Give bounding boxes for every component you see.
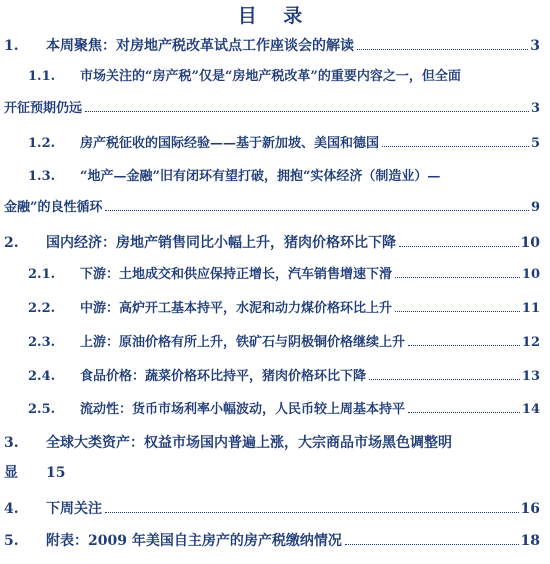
toc-entry-text: 国内经济：房地产销售同比小幅上升，猪肉价格环比下降	[46, 235, 396, 251]
toc-entry-text: 上游：原油价格有所上升，铁矿石与阴极铜价格继续上升	[80, 335, 406, 350]
toc-entry-4[interactable]	[0, 498, 540, 520]
toc-entry-text: 显	[4, 465, 18, 481]
toc-entry-text: 下周关注	[46, 501, 102, 517]
toc-leader-dots	[357, 49, 528, 50]
toc-entry-page: 18	[520, 533, 540, 549]
toc-entry-number: 2.	[4, 235, 19, 251]
toc-leader-dots	[408, 412, 520, 413]
toc-leader-dots	[395, 277, 520, 278]
toc-entry-2[interactable]	[0, 232, 540, 254]
toc-entry-3-line1[interactable]	[0, 432, 452, 454]
toc-entry-text: 中游：高炉开工基本持平，水泥和动力煤价格环比上升	[80, 301, 393, 316]
toc-entry-number: 1.3.	[28, 169, 56, 184]
toc-leader-dots	[105, 512, 519, 513]
toc-entry-5[interactable]	[0, 530, 540, 552]
toc-entry-text: 市场关注的“房产税”仅是“房地产税改革”的重要内容之一，但全面	[80, 69, 461, 84]
toc-entry-page: 11	[521, 301, 540, 316]
toc-entry-page: 15	[46, 465, 66, 481]
toc-entry-2-3[interactable]	[0, 332, 540, 354]
toc-entry-text: 本周聚焦：对房地产税改革试点工作座谈会的解读	[46, 38, 354, 54]
toc-entry-1-2[interactable]	[0, 133, 540, 155]
toc-leader-dots	[382, 146, 529, 147]
toc-title: 目 录	[237, 5, 313, 27]
toc-entry-page: 16	[520, 501, 540, 517]
toc-entry-text: “地产—金融”旧有闭环有望打破，拥抱“实体经济（制造业）—	[80, 169, 441, 184]
toc-entry-number: 2.4.	[28, 369, 56, 384]
toc-entry-number: 1.	[4, 38, 19, 54]
toc-leader-dots	[395, 311, 520, 312]
toc-leader-dots	[369, 379, 520, 380]
toc-entry-page: 12	[521, 335, 540, 350]
toc-entry-text: 附表：2009 年美国自主房产的房产税缴纳情况	[46, 533, 342, 549]
toc-entry-text: 房产税征收的国际经验——基于新加坡、美国和德国	[80, 136, 380, 151]
toc-leader-dots	[408, 345, 520, 346]
toc-entry-2-1[interactable]	[0, 264, 540, 286]
toc-entry-number: 3.	[4, 435, 19, 451]
toc-entry-page: 13	[521, 369, 540, 384]
toc-entry-number: 2.2.	[28, 301, 56, 316]
toc-entry-page: 9	[530, 200, 540, 215]
toc-entry-2-4[interactable]	[0, 366, 540, 388]
toc-entry-number: 4.	[4, 501, 19, 517]
toc-entry-page: 14	[521, 402, 540, 417]
toc-entry-1-1-line2[interactable]	[4, 98, 540, 120]
toc-entry-page: 3	[530, 101, 540, 116]
toc-entry-number: 2.5.	[28, 402, 56, 417]
toc-entry-page: 3	[530, 38, 540, 54]
toc-entry-1-1-line1[interactable]	[0, 66, 461, 88]
toc-leader-dots	[85, 111, 529, 112]
toc-entry-number: 5.	[4, 533, 19, 549]
toc-entry-text: 食品价格：蔬菜价格环比持平，猪肉价格环比下降	[80, 369, 367, 384]
toc-entry-number: 1.2.	[28, 136, 56, 151]
toc-entry-page: 10	[520, 235, 540, 251]
toc-entry-page: 10	[521, 267, 540, 282]
toc-entry-1-3-line2[interactable]	[4, 197, 540, 219]
toc-entry-number: 1.1.	[28, 69, 56, 84]
toc-entry-text: 下游：土地成交和供应保持正增长，汽车销售增速下滑	[80, 267, 393, 282]
toc-entry-2-5[interactable]	[0, 399, 540, 421]
toc-entry-2-2[interactable]	[0, 298, 540, 320]
toc-entry-text: 开征预期仍远	[4, 101, 83, 116]
toc-entry-number: 2.3.	[28, 335, 56, 350]
toc-entry-text: 全球大类资产：权益市场国内普遍上涨，大宗商品市场黑色调整明	[46, 435, 452, 451]
toc-leader-dots	[105, 210, 528, 211]
toc-entry-page: 5	[530, 136, 540, 151]
toc-entry-3-line2[interactable]	[4, 462, 65, 484]
toc-leader-dots	[345, 544, 519, 545]
toc-entry-text: 金融”的良性循环	[4, 200, 103, 215]
toc-leader-dots	[399, 246, 519, 247]
toc-entry-1[interactable]	[0, 35, 540, 57]
toc-entry-number: 2.1.	[28, 267, 56, 282]
toc-entry-1-3-line1[interactable]	[0, 166, 440, 188]
toc-entry-text: 流动性：货币市场利率小幅波动，人民币较上周基本持平	[80, 402, 406, 417]
